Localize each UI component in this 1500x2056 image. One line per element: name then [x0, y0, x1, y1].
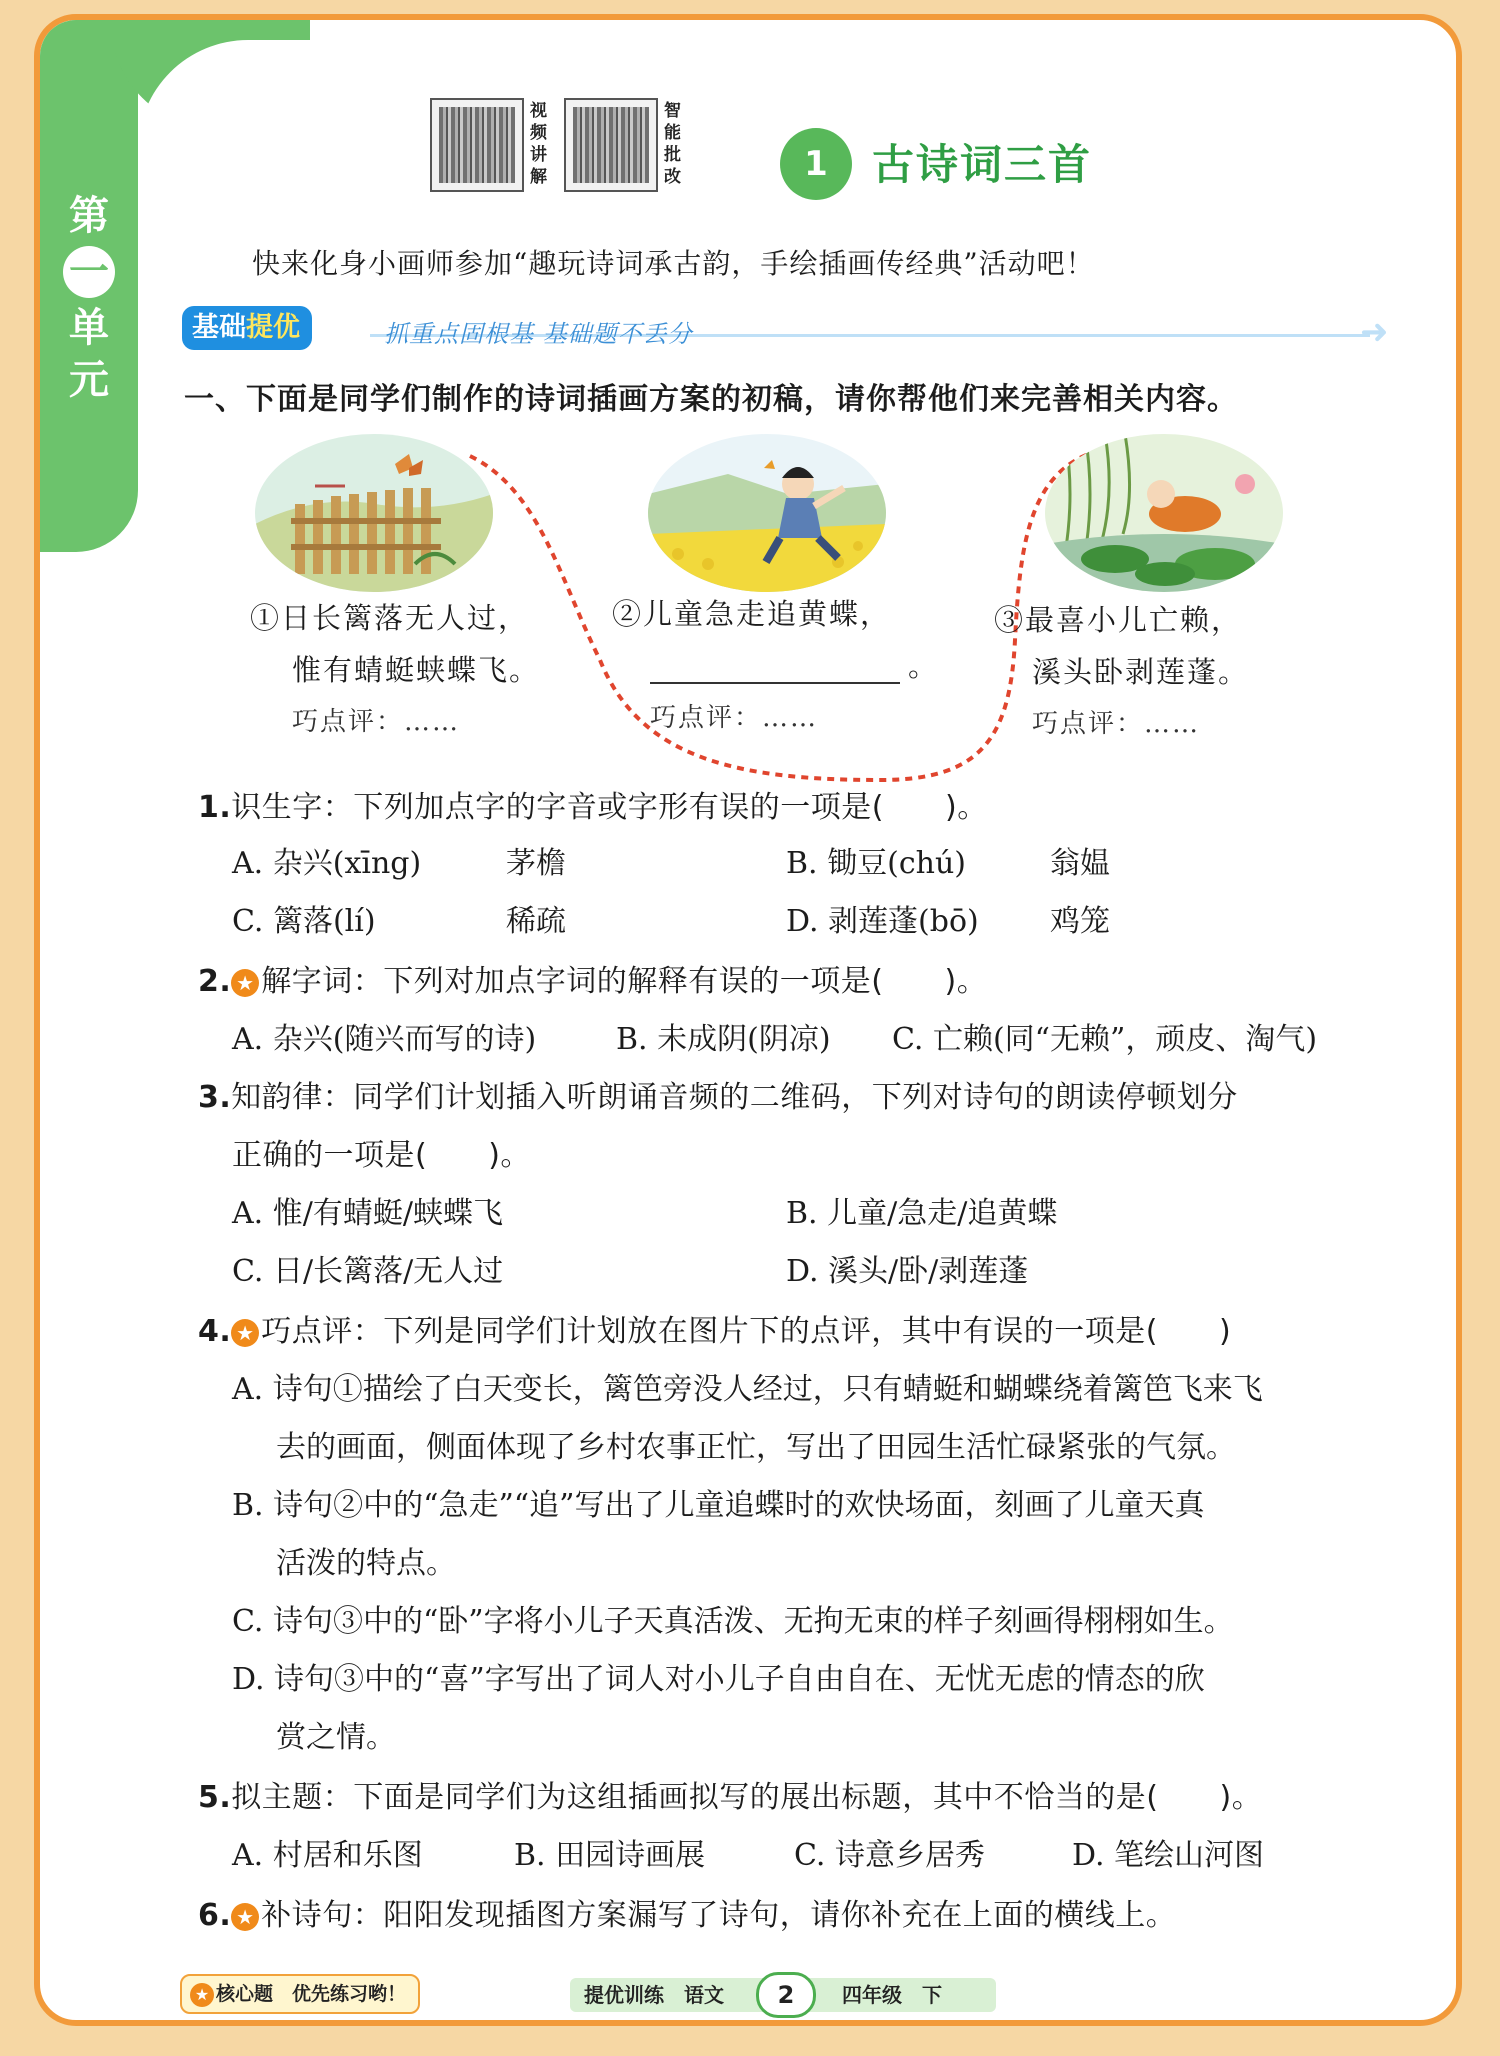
q1-option-d[interactable]: D. 剥莲蓬(bō) — [786, 904, 979, 939]
q3-option-d[interactable]: D. 溪头/卧/剥莲蓬 — [786, 1254, 1029, 1289]
question-4: 4. ★ 巧点评：下列是同学们计划放在图片下的点评，其中有误的一项是( ) — [198, 1314, 1232, 1349]
poem-block-1: ①日长篱落无人过， 惟有蜻蜓蛱蝶飞。 巧点评：…… — [250, 601, 541, 737]
footer-bar: 提优训练 语文 2 四年级 下 — [570, 1978, 996, 2012]
question-1: 1.识生字：下列加点字的字音或字形有误的一项是( )。 — [198, 790, 988, 825]
lesson-title: 古诗词三首 — [872, 140, 1093, 189]
qr-label-video: 视 频 讲 解 — [530, 101, 547, 187]
q4-option-a[interactable]: A. 诗句①描绘了白天变长，篱笆旁没人经过，只有蜻蜓和蝴蝶绕着篱笆飞来飞 — [232, 1372, 1263, 1407]
q1-option-c-word: 稀疏 — [506, 904, 566, 939]
question-3: 3.知韵律：同学们计划插入听朗诵音频的二维码，下列对诗句的朗读停顿划分 — [198, 1080, 1238, 1115]
q4-option-b-cont: 活泼的特点。 — [276, 1546, 456, 1581]
q3-option-b[interactable]: B. 儿童/急走/追黄蝶 — [786, 1196, 1058, 1231]
qr-label-grading: 智 能 批 改 — [664, 101, 681, 187]
q4-option-a-cont: 去的画面，侧面体现了乡村农事正忙，写出了田园生活忙碌紧张的气氛。 — [276, 1430, 1236, 1465]
q5-option-a[interactable]: A. 村居和乐图 — [232, 1838, 423, 1873]
poem-block-3: ③最喜小儿亡赖， 溪头卧剥莲蓬。 巧点评：…… — [994, 603, 1250, 739]
question-6: 6. ★ 补诗句：阳阳发现插图方案漏写了诗句，请你补充在上面的横线上。 — [198, 1898, 1177, 1933]
unit-number: 一 — [63, 246, 115, 298]
illustration-fence-butterfly — [255, 434, 493, 592]
q1-option-c[interactable]: C. 篱落(lí) — [232, 904, 376, 939]
q2-option-c[interactable]: C. 亡赖(同“无赖”，顽皮、淘气) — [892, 1022, 1318, 1057]
core-question-icon: ★ — [231, 1903, 259, 1931]
q1-option-a[interactable]: A. 杂兴(xīng) — [232, 846, 422, 881]
q4-option-b[interactable]: B. 诗句②中的“急走”“追”写出了儿童追蝶时的欢快场面，刻画了儿童天真 — [232, 1488, 1205, 1523]
question-2: 2. ★ 解字词：下列对加点字词的解释有误的一项是( )。 — [198, 964, 988, 999]
answer-blank[interactable] — [650, 652, 900, 684]
q2-option-a[interactable]: A. 杂兴(随兴而写的诗) — [232, 1022, 537, 1057]
question-3-cont: 正确的一项是( )。 — [232, 1138, 531, 1173]
q5-option-b[interactable]: B. 田园诗画展 — [514, 1838, 706, 1873]
lesson-number-badge: 1 — [780, 128, 852, 200]
illustration-child-lotus — [1045, 434, 1283, 592]
q1-option-b-word: 翁媪 — [1050, 846, 1110, 881]
poem-block-2: ②儿童急走追黄蝶， 。 巧点评：…… — [612, 597, 940, 733]
core-question-icon: ★ — [231, 1319, 259, 1347]
q1-option-d-word: 鸡笼 — [1050, 904, 1110, 939]
unit-label: 第 一 单 元 — [54, 190, 124, 406]
core-question-badge: ★ 核心题 优先练习哟！ — [180, 1974, 420, 2014]
section-one-title: 一、下面是同学们制作的诗词插画方案的初稿，请你帮他们来完善相关内容。 — [184, 382, 1238, 417]
worksheet-page — [34, 14, 1462, 2026]
q5-option-c[interactable]: C. 诗意乡居秀 — [794, 1838, 985, 1873]
star-icon: ★ — [190, 1983, 214, 2007]
q5-option-d[interactable]: D. 笔绘山河图 — [1072, 1838, 1265, 1873]
intro-text: 快来化身小画师参加“趣玩诗词承古韵，手绘插画传经典”活动吧！ — [252, 247, 1095, 280]
q4-option-d-cont: 赏之情。 — [276, 1720, 396, 1755]
page-number: 2 — [756, 1972, 816, 2018]
q3-option-a[interactable]: A. 惟/有蜻蜓/蛱蝶飞 — [232, 1196, 503, 1231]
q1-option-a-word: 茅檐 — [506, 846, 566, 881]
q2-option-b[interactable]: B. 未成阴(阴凉) — [616, 1022, 831, 1057]
q3-option-c[interactable]: C. 日/长篱落/无人过 — [232, 1254, 504, 1289]
q4-option-c[interactable]: C. 诗句③中的“卧”字将小儿子天真活泼、无拘无束的样子刻画得栩栩如生。 — [232, 1604, 1234, 1639]
arrow-right-icon: ➜ — [1360, 312, 1389, 352]
illustration-child-chasing-butterfly — [648, 434, 886, 592]
q1-option-b[interactable]: B. 锄豆(chú) — [786, 846, 966, 881]
core-question-icon: ★ — [231, 969, 259, 997]
section-tag: 基础提优 — [182, 306, 312, 350]
section-tag-subtitle: 抓重点固根基 基础题不丢分 — [384, 320, 693, 348]
q4-option-d[interactable]: D. 诗句③中的“喜”字写出了词人对小儿子自由自在、无忧无虑的情态的欣 — [232, 1662, 1205, 1697]
question-5: 5.拟主题：下面是同学们为这组插画拟写的展出标题，其中不恰当的是( )。 — [198, 1780, 1263, 1815]
